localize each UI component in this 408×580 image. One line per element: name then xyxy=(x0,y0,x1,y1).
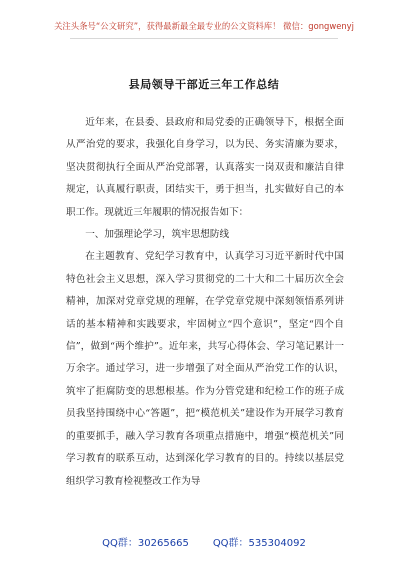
document-title: 县局领导干部近三年工作总结 xyxy=(128,78,280,91)
footer-qq-group-2: QQ群：535304092 xyxy=(212,538,306,549)
document-body xyxy=(66,112,344,493)
header-note: 关注头条号“公文研究”，获得最新最全最专业的公文资料库！ 微信：gongwenyj xyxy=(54,21,354,31)
paragraph-body: 在主题教育、党纪学习教育中，认真学习习近平新时代中国特色社会主义思想，深入学习贯彻党的二十大和二十届历次全会精神，加深对党章党规的理解，在学党章党规中深刻领悟系列讲话的基本精神和实践要求，牢固树立“四个意识”，坚定“四个自信”，做到“两个维护”。近年来，共写心得体会、学习笔记累计一万余字。通过学习，进一步增强了对全面从严治党工作的认识，筑牢了拒腐防变的思想根基。作为分管党建和纪检工作的班子成员我坚持围绕中心“答题”，把“模范机关”建设作为开展学习教育的重要抓手，融入学习教育各项重点措施中，增强“模范机关”同学习教育的联系互动，达到深化学习教育的目的。持续以基层党组织学习教育检视整改工作为导 xyxy=(66,251,344,487)
paragraph-intro: 近年来，在县委、县政府和局党委的正确领导下，根据全面从严治党的要求，我强化自身学习，以为民、务实清廉为要求，坚决贯彻执行全面从严治党部署，认真落实一岗双责和廉洁自律规定，认真履行职责，团结实干，勇于担当，扎实做好自己的本职工作。现就近三年履职的情况报告如下： xyxy=(66,117,344,218)
footer-qq-group-1: QQ群：30265665 xyxy=(102,538,189,549)
footer-contact xyxy=(0,534,408,549)
section-heading: 一、加强理论学习，筑牢思想防线 xyxy=(85,229,230,241)
header-divider xyxy=(70,38,338,39)
